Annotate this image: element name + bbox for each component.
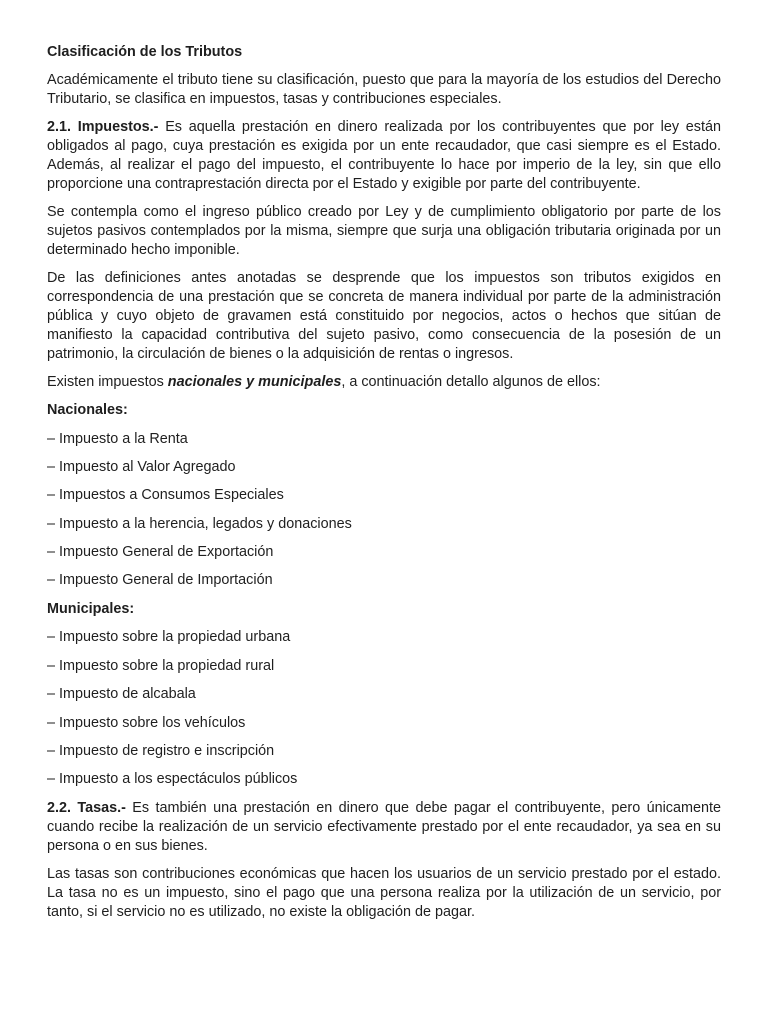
list-item: – Impuesto de registro e inscripción xyxy=(47,742,275,759)
document-page xyxy=(47,43,721,931)
impuestos-heading: 2.1. Impuestos.- xyxy=(47,119,159,135)
paragraph-ingreso-publico: Se contempla como el ingreso público creado por Ley y de cumplimiento obligatorio por parte de los sujetos pasivos contemplados por la misma, siempre que surja una obligación tributaria originada por un determinado hecho imponible. xyxy=(47,204,721,258)
list-item: – Impuesto sobre la propiedad urbana xyxy=(47,629,291,646)
list-item: – Impuesto al Valor Agregado xyxy=(47,458,236,475)
municipales-list xyxy=(47,628,721,789)
list-item: – Impuesto a la Renta xyxy=(47,430,188,447)
list-item: – Impuesto sobre la propiedad rural xyxy=(47,657,275,674)
existen-emphasis: nacionales y municipales xyxy=(167,374,342,390)
impuestos-paragraph xyxy=(47,118,721,194)
nacionales-list xyxy=(47,430,721,591)
list-item: – Impuesto General de Importación xyxy=(47,572,273,589)
existen-after: , a continuación detallo algunos de ellos: xyxy=(341,374,601,390)
existen-before: Existen impuestos xyxy=(47,374,168,390)
paragraph-definiciones: De las definiciones antes anotadas se desprende que los impuestos son tributos exigidos en correspondencia de una prestación que se concreta de manera individual por parte de la administración pública y cuyo objeto de gravamen está constituido por negocios, actos o hechos que sitúan de manifiesto la capacidad contributiva del sujeto pasivo, como consecuencia de la posesión de un patrimonio, la circulación de bienes o la adquisición de rentas o ingresos. xyxy=(47,270,721,362)
existen-paragraph xyxy=(47,373,721,392)
tasas-heading: 2.2. Tasas.- xyxy=(47,799,126,816)
list-item: – Impuesto sobre los vehículos xyxy=(47,714,246,731)
tasas-paragraph xyxy=(47,799,721,856)
list-item: – Impuestos a Consumos Especiales xyxy=(47,487,284,504)
tasas-text: Es también una prestación en dinero que debe pagar el contribuyente, pero únicamente cuando recibe la realización de un servicio efectivamente prestado por el ente recaudador, ya sea en su persona o en sus bienes. xyxy=(47,799,721,854)
list-item: – Impuesto a los espectáculos públicos xyxy=(47,771,298,788)
intro-paragraph: Académicamente el tributo tiene su clasificación, puesto que para la mayoría de los estudios del Derecho Tributario, se clasifica en impuestos, tasas y contribuciones especiales. xyxy=(47,72,721,107)
list-item: – Impuesto de alcabala xyxy=(47,686,196,703)
impuestos-text: Es aquella prestación en dinero realizada por los contribuyentes que por ley están obligados al pago, cuya prestación es exigida por un ente recaudador, que casi siempre es el Estado. Además, al realizar el pago del impuesto, el contribuyente lo hace por imperio de la ley, sin que ello proporcione una contraprestación directa por el Estado y exigible por parte del contribuyente. xyxy=(47,119,721,192)
document-title: Clasificación de los Tributos xyxy=(47,44,243,60)
list-item: – Impuesto a la herencia, legados y donaciones xyxy=(47,515,352,532)
municipales-heading: Municipales: xyxy=(47,600,135,617)
paragraph-tasas-definicion: Las tasas son contribuciones económicas que hacen los usuarios de un servicio prestado por el estado. La tasa no es un impuesto, sino el pago que una persona realiza por la utilización de un servicio, por tanto, si el servicio no es utilizado, no existe la obligación de pagar. xyxy=(47,865,721,920)
list-item: – Impuesto General de Exportación xyxy=(47,544,274,561)
nacionales-heading: Nacionales: xyxy=(47,402,128,418)
